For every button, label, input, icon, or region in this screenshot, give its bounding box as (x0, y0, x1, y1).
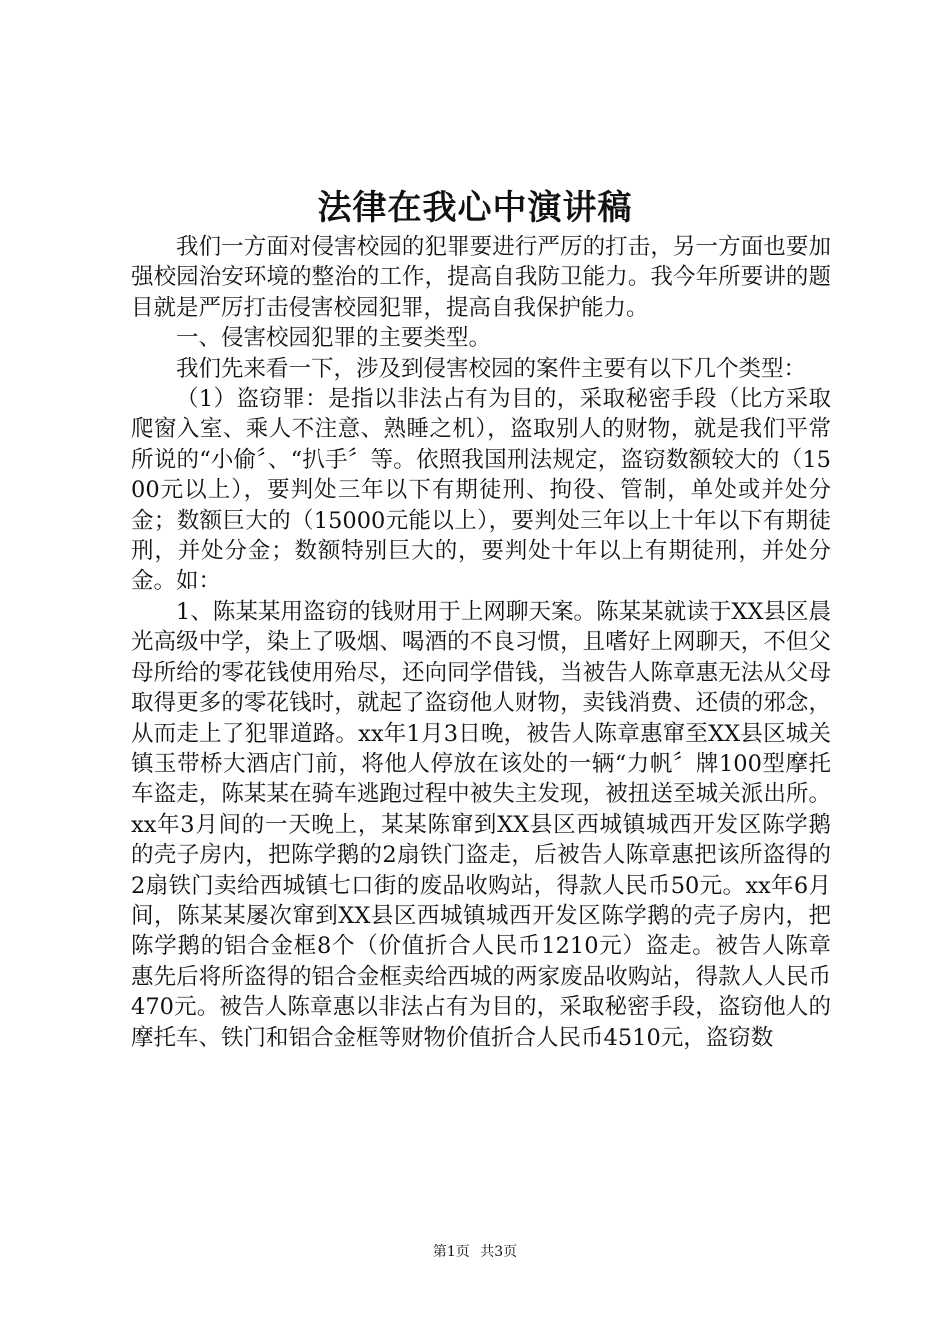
paragraph-intro: 我们一方面对侵害校园的犯罪要进行严厉的打击，另一方面也要加强校园治安环境的整治的工作，提高自我防卫能力。我今年所要讲的题目就是严厉打击侵害校园犯罪，提高自我保护能力。 (131, 234, 831, 321)
paragraph-theft-definition: （1）盗窃罪：是指以非法占有为目的，采取秘密手段（比方采取爬窗入室、乘人不注意、熟睡之机），盗取别人的财物，就是我们平常所说的“小偷〞、“扒手〞等。依照我国刑法规定，盗窃数额较大的（1500元以上），要判处三年以下有期徒刑、拘役、管制，单处或并处分金；数额巨大的（15000元能以上），要判处三年以上十年以下有期徒刑，并处分金；数额特别巨大的，要判处十年以上有期徒刑，并处分金。如： (131, 386, 831, 595)
page-footer (0, 1242, 950, 1262)
page-number: 第1页 (432, 1244, 470, 1260)
document-body (131, 232, 831, 1053)
section-heading: 一、侵害校园犯罪的主要类型。 (176, 325, 492, 352)
paragraph-types-intro: 我们先来看一下，涉及到侵害校园的案件主要有以下几个类型： (176, 355, 807, 382)
document-title: 法律在我心中演讲稿 (317, 188, 633, 228)
paragraph-case-example: 1、陈某某用盗窃的钱财用于上网聊天案。陈某某就读于XX县区晨光高级中学，染上了吸烟、喝酒的不良习惯，且嗜好上网聊天，不但父母所给的零花钱使用殆尽，还向同学借钱，当被告人陈章惠无法从父母取得更多的零花钱时，就起了盗窃他人财物，卖钱消费、还债的邪念，从而走上了犯罪道路。xx年1月3日晚，被告人陈章惠窜至XX县区城关镇玉带桥大酒店门前，将他人停放在该处的一辆“力帆〞牌100型摩托车盗走，陈某某在骑车逃跑过程中被失主发现，被扭送至城关派出所。xx年3月间的一天晚上，某某陈窜到XX县区西城镇城西开发区陈学鹅的壳子房内，把陈学鹅的2扇铁门盗走，后被告人陈章惠把该所盗得的2扇铁门卖给西城镇七口街的废品收购站，得款人民币50元。xx年6月间，陈某某屡次窜到XX县区西城镇城西开发区陈学鹅的壳子房内，把陈学鹅的铝合金框8个（价值折合人民币1210元）盗走。被告人陈章惠先后将所盗得的铝合金框卖给西城的两家废品收购站，得款人人民币470元。被告人陈章惠以非法占有为目的，采取秘密手段，盗窃他人的摩托车、铁门和铝合金框等财物价值折合人民币4510元，盗窃数 (131, 598, 831, 1051)
page-total: 共3页 (480, 1244, 518, 1260)
